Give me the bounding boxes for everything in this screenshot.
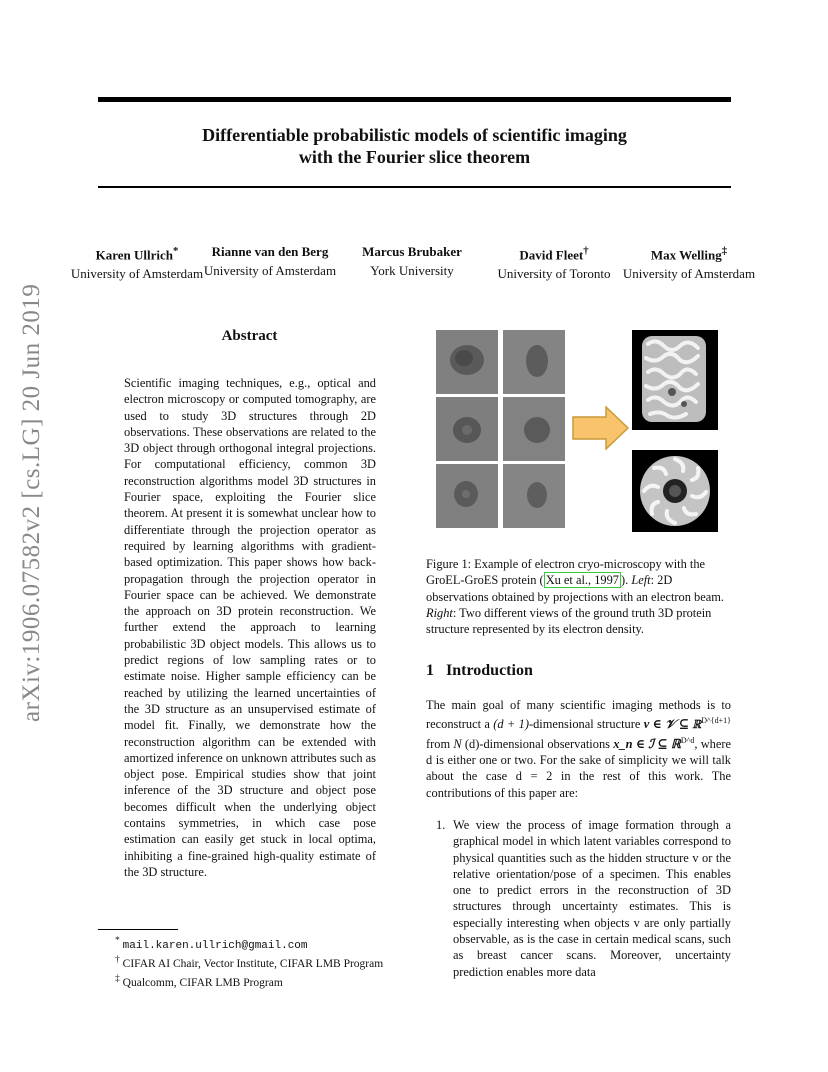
author-mark: * bbox=[172, 245, 179, 257]
projection-image bbox=[436, 397, 498, 461]
caption-text: : Two different views of the ground truth 3D protein structure represented by its electron density. bbox=[426, 605, 712, 637]
caption-text: Figure 1: Example of electron cryo-microscopy with the GroEL-GroES protein ( bbox=[426, 557, 706, 588]
caption-text: ). bbox=[621, 573, 632, 588]
author-name: Karen Ullrich bbox=[95, 247, 173, 263]
protein-side-view bbox=[632, 330, 718, 430]
abstract-text: Scientific imaging techniques, e.g., optical and electron microscopy or computed tomography, are used to study 3D structures through 2D observations. These observations are related to the 3D object through orthogonal integral projections. For computational efficiency, common 3D reconstruction algorithms model 3D structures in Fourier space, exploiting the Fourier slice theorem. At present it is somewhat unclear how to differentiate through the projection operator as required by learning algorithms with gradient-based optimization. This paper shows how back-propagation through the projection operator in Fourier space can be achieved. We demonstrate the approach on 3D protein reconstruction. We further extend the approach to learning probabilistic 3D object models. This allows us to predict regions of low sampling rates or to estimate noise. Higher sample efficiency can be reached by utilizing the learned uncertainties of the 3D structure as an unsupervised estimate of model fit. Finally, we demonstrate how the reconstruction algorithm can be extended with amortized inference on unknown attributes such as object pose. Empirical studies show that joint inference of the 3D structure and object pose becomes difficult when the underlying object contains symmetries, in which case pose estimation can easily get stuck in local optima, inhibiting a fine-grained high-quality estimate of the 3D structure. bbox=[124, 376, 376, 879]
footnote-mark: ‡ bbox=[115, 972, 120, 984]
arrow-icon bbox=[572, 406, 630, 450]
footnote-1 bbox=[115, 934, 383, 953]
abstract-heading: Abstract bbox=[221, 328, 278, 344]
author-mark: ‡ bbox=[721, 245, 728, 257]
footnote-2 bbox=[115, 953, 383, 971]
email-link[interactable]: mail.karen.ullrich@gmail.com bbox=[122, 939, 308, 952]
intro-text: , where d is either one or two. For the sake of simplicity we will talk about the case d = 2 in the rest of this work. The contributions of this paper are: bbox=[426, 736, 732, 800]
author-affiliation: University of Amsterdam bbox=[622, 266, 756, 282]
figure-caption bbox=[426, 556, 731, 637]
contribution-list bbox=[436, 817, 731, 980]
list-number: 1. bbox=[436, 818, 446, 832]
footnote-mark: * bbox=[115, 935, 120, 946]
intro-text: -dimensional structure bbox=[528, 717, 644, 732]
footnote-text: CIFAR AI Chair, Vector Institute, CIFAR LMB Program bbox=[122, 958, 384, 971]
projection-image bbox=[503, 397, 565, 461]
projection-image bbox=[503, 464, 565, 528]
footnote-rule bbox=[98, 929, 178, 930]
math-superscript: D^d bbox=[680, 735, 695, 745]
title-line-1: Differentiable probabilistic models of scientific imaging bbox=[202, 125, 627, 145]
author-3 bbox=[337, 242, 487, 280]
author-affiliation: University of Toronto bbox=[497, 266, 611, 282]
title-top-rule bbox=[98, 97, 731, 102]
math-expression: v ∈ 𝒱 ⊆ ℝ bbox=[643, 717, 702, 732]
author-2 bbox=[195, 242, 345, 280]
footnote-mark: † bbox=[115, 954, 120, 966]
math-expression: N bbox=[453, 736, 462, 751]
math-expression: (d + 1) bbox=[493, 717, 529, 732]
intro-text: from bbox=[426, 736, 454, 751]
author-name: David Fleet bbox=[519, 247, 584, 263]
math-superscript: D^{d+1} bbox=[701, 716, 731, 726]
paper-title bbox=[98, 124, 731, 168]
author-name: Marcus Brubaker bbox=[362, 244, 462, 259]
author-1 bbox=[62, 242, 212, 283]
caption-text: : 2D observations obtained by projections with an electron beam. bbox=[426, 573, 724, 604]
title-line-2: with the Fourier slice theorem bbox=[298, 147, 531, 167]
intro-paragraph bbox=[426, 697, 731, 801]
author-4 bbox=[479, 242, 629, 283]
arxiv-stamp: arXiv:1906.07582v2 [cs.LG] 20 Jun 2019 bbox=[18, 283, 45, 722]
title-bottom-rule bbox=[98, 186, 731, 188]
author-5 bbox=[614, 242, 764, 283]
section-title: Introduction bbox=[446, 662, 533, 679]
projection-image bbox=[503, 330, 565, 394]
intro-text: (d)-dimensional observations bbox=[461, 736, 614, 751]
caption-left-label: Left bbox=[631, 573, 651, 588]
author-mark: † bbox=[583, 245, 589, 257]
footnote-text: Qualcomm, CIFAR LMB Program bbox=[122, 976, 283, 989]
projection-image bbox=[436, 464, 498, 528]
author-affiliation: University of Amsterdam bbox=[70, 266, 204, 282]
math-expression: x_n ∈ ℐ ⊆ ℝ bbox=[613, 736, 681, 751]
protein-top-view bbox=[632, 450, 718, 532]
projection-image bbox=[436, 330, 498, 394]
caption-right-label: Right bbox=[426, 605, 453, 620]
author-name: Max Welling bbox=[650, 247, 722, 263]
citation-link[interactable]: Xu et al., 1997 bbox=[545, 573, 619, 588]
intro-text: The main goal of many scientific imaging methods is to reconstruct a bbox=[426, 698, 731, 732]
footnote-3 bbox=[115, 972, 383, 990]
list-item: We view the process of image formation through a graphical model in which latent variables correspond to physical quantities such as the hidden structure v or the relative orientation/pose of a specimen. This enables one to predict errors in the reconstruction of 3D structures through uncertainty estimates. This is especially interesting when objects v are only partially observable, as is the case in certain medical scans, such as breast cancer scans. Moreover, uncertainty prediction enables more data bbox=[453, 818, 731, 979]
author-affiliation: York University bbox=[370, 263, 454, 278]
author-name: Rianne van den Berg bbox=[211, 244, 329, 259]
section-number: 1 bbox=[426, 662, 434, 679]
section-heading bbox=[426, 662, 533, 680]
author-affiliation: University of Amsterdam bbox=[203, 263, 337, 278]
footnotes bbox=[115, 934, 383, 990]
